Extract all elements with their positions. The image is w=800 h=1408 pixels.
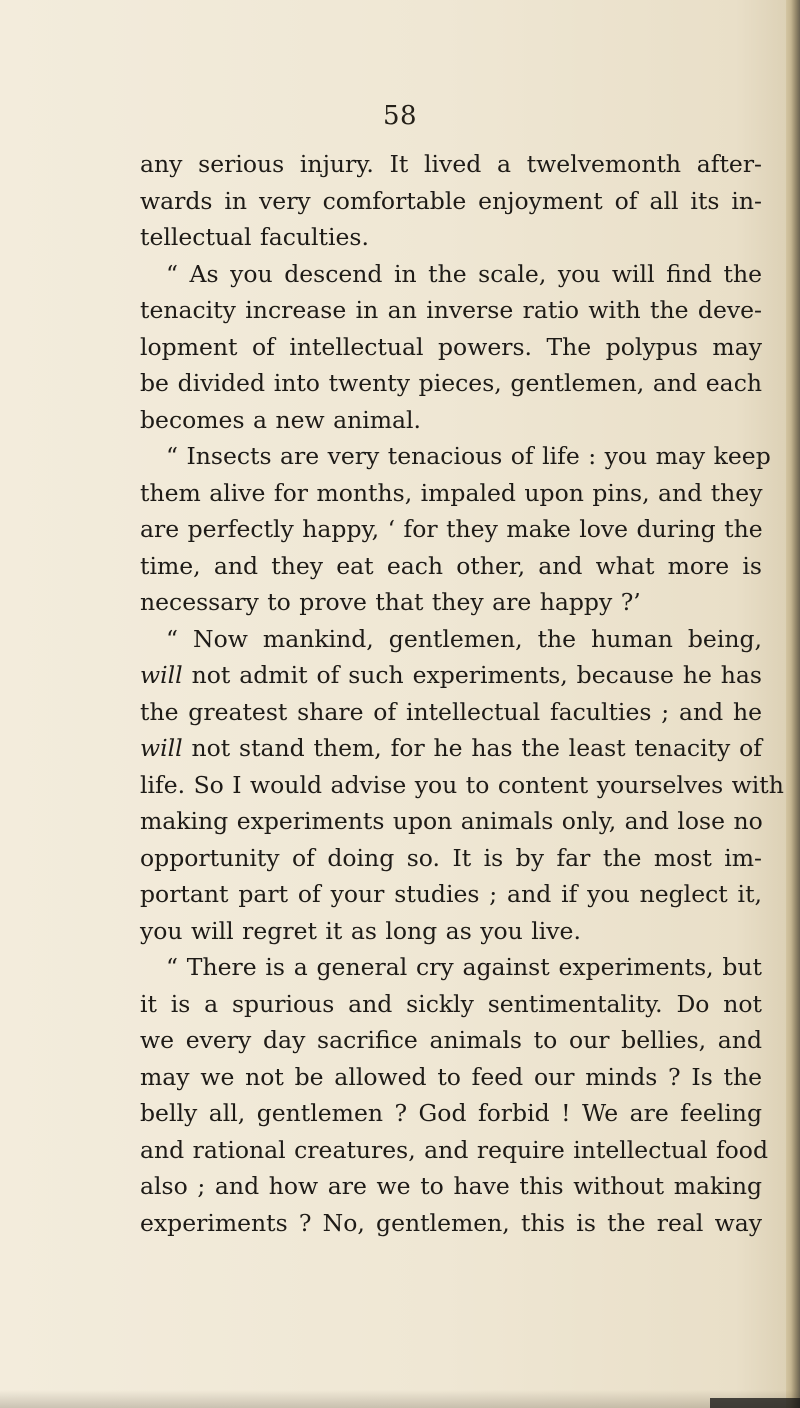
text-line-26: may we not be allowed to feed our minds ? Is the [140, 1062, 762, 1091]
text-line-13: necessary to prove that they are happy ?’ [140, 588, 641, 616]
text-line-25: we every day sacrifice animals to our bellies, and [140, 1026, 762, 1054]
bottom-page-shadow [0, 1390, 800, 1408]
binding-corner-shadow [710, 1398, 800, 1408]
text-line-4: “ As you descend in the scale, you will find the [166, 259, 762, 288]
text-line-9: “ Insects are very tenacious of life : you may keep [166, 442, 771, 470]
text-line-15 [140, 657, 762, 694]
text-line-29: also ; and how are we to have this without making [140, 1172, 762, 1200]
text-line-2: wards in very comfortable enjoyment of all its in- [140, 186, 762, 215]
text-line-24: it is a spurious and sickly sentimentality. Do not [140, 989, 762, 1018]
text-line-28: and rational creatures, and require intellectual food [140, 1135, 768, 1164]
line-17-rest: not stand them, for he has the least tenacity of [182, 734, 762, 762]
text-line-22: you will regret it as long as you live. [140, 916, 581, 945]
text-line-30: experiments ? No, gentlemen, this is the real way [140, 1208, 762, 1237]
italic-will: will [140, 661, 183, 689]
line-15-rest: not admit of such experiments, because he has [182, 661, 762, 689]
text-line-5: tenacity increase in an inverse ratio with the deve- [140, 296, 762, 324]
text-line-7: be divided into twenty pieces, gentlemen, and each [140, 369, 762, 397]
text-line-21: portant part of your studies ; and if you neglect it, [140, 880, 762, 908]
text-line-6: lopment of intellectual powers. The polypus may [140, 332, 762, 361]
text-line-14: “ Now mankind, gentlemen, the human being, [166, 624, 762, 653]
text-line-20: opportunity of doing so. It is by far the most im- [140, 843, 762, 872]
text-line-11: are perfectly happy, ‘ for they make love during the [140, 515, 763, 543]
text-line-18: life. So I would advise you to content yourselves with [140, 770, 784, 799]
text-line-1: any serious injury. It lived a twelvemonth after- [140, 150, 762, 178]
text-line-19: making experiments upon animals only, and lose no [140, 807, 763, 835]
text-line-12: time, and they eat each other, and what more is [140, 551, 762, 580]
text-line-27: belly all, gentlemen ? God forbid ! We are feeling [140, 1099, 762, 1127]
text-line-16: the greatest share of intellectual faculties ; and he [140, 697, 762, 726]
italic-will: will [140, 734, 183, 762]
body-text [140, 146, 784, 1241]
text-line-23: “ There is a general cry against experiments, but [166, 953, 762, 981]
text-line-8: becomes a new animal. [140, 405, 422, 434]
text-line-10: them alive for months, impaled upon pins, and they [140, 478, 763, 507]
text-line-3: tellectual faculties. [140, 223, 369, 251]
page-number: 58 [382, 101, 418, 131]
text-line-17 [140, 730, 762, 767]
page-edge-shadow [786, 0, 800, 1408]
